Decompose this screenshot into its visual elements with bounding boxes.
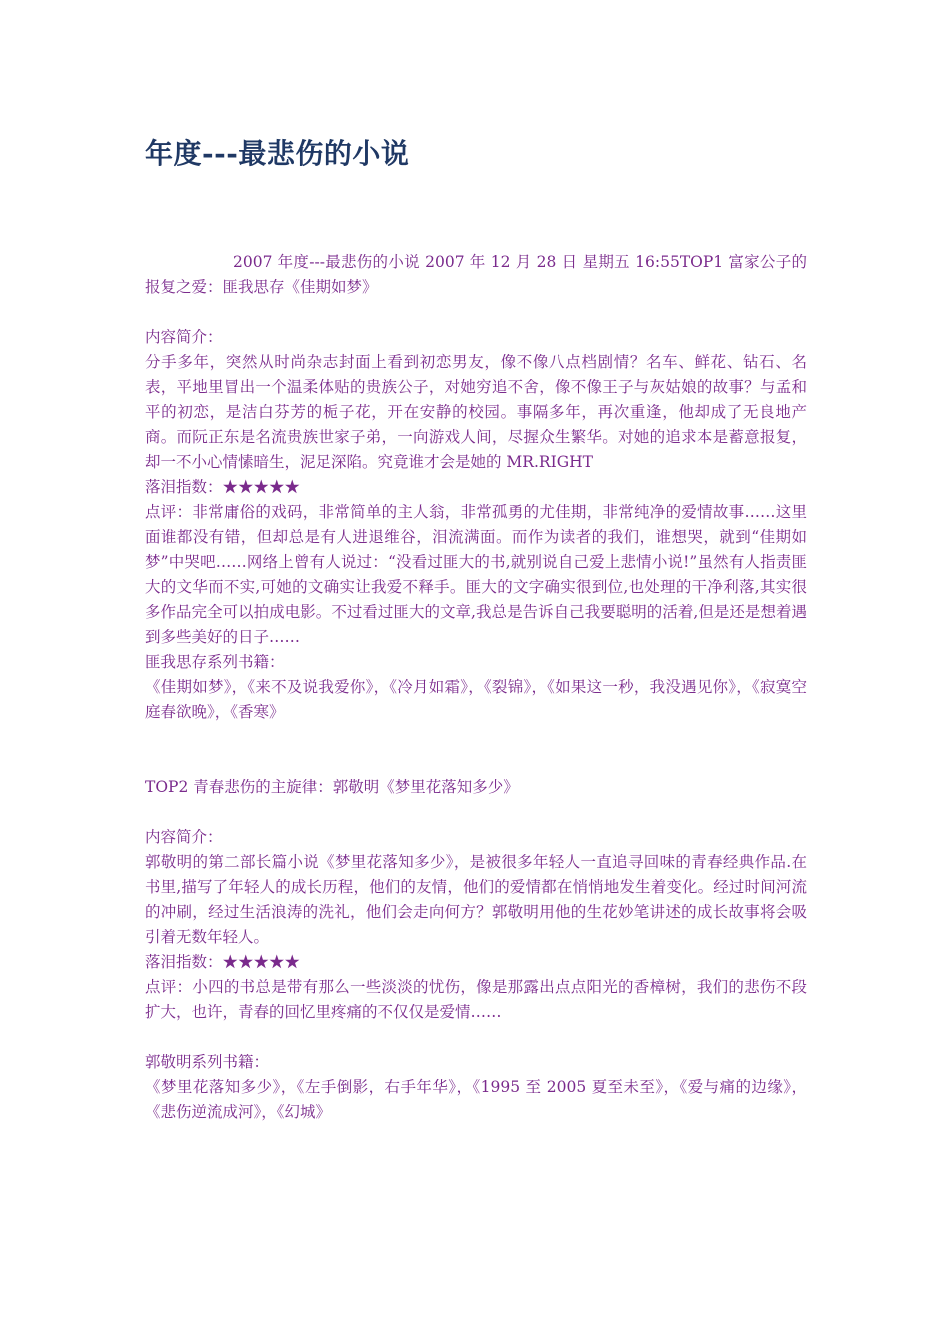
spacer [145,1025,807,1050]
top2-tear-index: 落泪指数：★★★★★ [145,953,301,971]
spacer [145,725,807,775]
spacer [145,800,807,825]
top1-tear-index: 落泪指数：★★★★★ [145,478,301,496]
top1-review: 点评：非常庸俗的戏码，非常简单的主人翁，非常孤勇的尤佳期，非常纯净的爱情故事……这里面谁都没有错，但却总是有人进退维谷，泪流满面。而作为读者的我们，谁想哭，就到“佳期如梦”中哭吧……网络上曾有人说过：“没看过匪大的书,就别说自己爱上悲情小说!”虽然有人指责匪大的文华而不实,可她的文确实让我爱不释手。匪大的文字确实很到位,也处理的干净利落,其实很多作品完全可以拍成电影。不过看过匪大的文章,我总是告诉自己我要聪明的活着,但是还是想着遇到多些美好的日子…… [145,503,807,646]
top2-intro: 郭敬明的第二部长篇小说《梦里花落知多少》，是被很多年轻人一直追寻回味的青春经典作品.在书里,描写了年轻人的成长历程，他们的友情，他们的爱情都在悄悄地发生着变化。经过时间河流的冲刷，经过生活浪涛的洗礼，他们会走向何方？郭敬明用他的生花妙笔讲述的成长故事将会吸引着无数年轻人。 [145,853,807,946]
top1-intro: 分手多年，突然从时尚杂志封面上看到初恋男友，像不像八点档剧情？名车、鲜花、钻石、名表，平地里冒出一个温柔体贴的贵族公子，对她穷追不舍，像不像王子与灰姑娘的故事？与孟和平的初恋，是洁白芬芳的栀子花，开在安静的校园。事隔多年，再次重逢，他却成了无良地产商。而阮正东是名流贵族世家子弟，一向游戏人间，尽握众生繁华。对她的追求本是蓄意报复，却一不小心情愫暗生，泥足深陷。究竟谁才会是她的 MR.RIGHT [145,353,807,471]
top1-series: 《佳期如梦》，《来不及说我爱你》，《冷月如霜》，《裂锦》，《如果这一秒，我没遇见你》，《寂寞空庭春欲晚》，《香寒》 [145,678,807,721]
top1-series-label: 匪我思存系列书籍： [145,653,285,671]
spacer [145,300,807,325]
document-body [145,250,807,1125]
top2-review: 点评：小四的书总是带有那么一些淡淡的忧伤，像是那露出点点阳光的香樟树，我们的悲伤不段扩大，也许，青春的回忆里疼痛的不仅仅是爱情…… [145,978,807,1021]
top2-intro-label: 内容简介： [145,828,223,846]
top2-header: TOP2 青春悲伤的主旋律：郭敬明《梦里花落知多少》 [145,778,519,796]
top1-header: 2007 年度---最悲伤的小说 2007 年 12 月 28 日 星期五 16:55TOP1 富家公子的报复之爱：匪我思存《佳期如梦》 [145,253,807,296]
document-title: 年度---最悲伤的小说 [145,137,410,170]
top2-series: 《梦里花落知多少》，《左手倒影，右手年华》，《1995 至 2005 夏至未至》，《爱与痛的边缘》，《悲伤逆流成河》，《幻城》 [145,1078,807,1121]
top2-series-label: 郭敬明系列书籍： [145,1053,270,1071]
top1-intro-label: 内容简介： [145,328,223,346]
